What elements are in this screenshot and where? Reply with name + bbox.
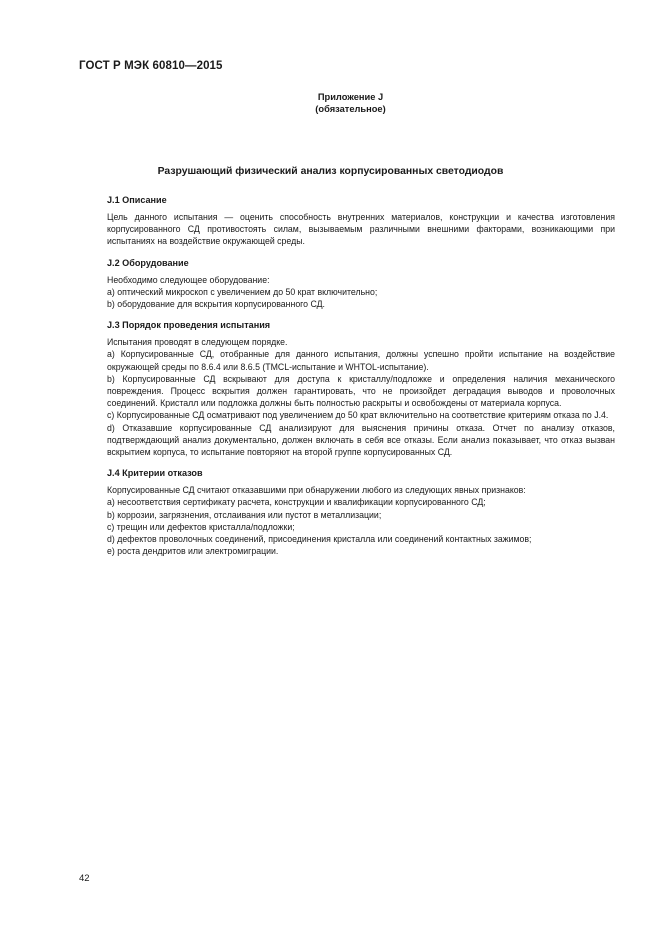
list-item: a) Корпусированные СД, отобранные для данного испытания, должны успешно пройти испытание на воздействие окружающей среды по 8.6.4 или 8.6.5 (TMCL-испытание и WHTOL-испытание). (107, 349, 615, 372)
paragraph: Испытания проводят в следующем порядке. (107, 337, 288, 348)
page-number: 42 (79, 873, 90, 884)
document-title: Разрушающий физический анализ корпусированных светодиодов (157, 166, 504, 177)
section-heading: J.1 Описание (107, 195, 167, 205)
section-heading: J.3 Порядок проведения испытания (107, 320, 271, 331)
annex-title: Приложение J (317, 92, 384, 102)
document-body (107, 194, 615, 565)
section-j1 (107, 194, 615, 248)
section-j4 (107, 467, 615, 557)
list-item: b) Корпусированные СД вскрывают для доступа к кристаллу/подложке и определения наличия механического повреждения. Процесс вскрытия должен гарантировать, что не произойдет деградация выводов и проволочных соединений. Кристалл или подложка должны быть полностью раскрыты и освобождены от материала корпуса. (107, 373, 615, 409)
list-item: c) трещин или дефектов кристалла/подложки; (107, 521, 295, 532)
list-item: d) Отказавшие корпусированные СД анализируют для выяснения причины отказа. Отчет по анализу отказов, подтверждающий анализ документально, должен включать в себя все отказы. Если анализ показывает, что отказ вызван вскрытием корпуса, то испытание повторяют на второй группе корпусированных СД. (107, 422, 615, 458)
list-item: a) несоответствия сертификату расчета, конструкции и квалификации корпусированного СД; (107, 497, 486, 508)
standard-header: ГОСТ Р МЭК 60810—2015 (79, 60, 223, 72)
list-item: a) оптический микроскоп с увеличением до 50 крат включительно; (107, 286, 378, 297)
list-item: d) дефектов проволочных соединений, присоединения кристалла или соединений контактных зажимов; (107, 534, 532, 545)
annex-status: (обязательное) (315, 104, 386, 114)
list-item: b) оборудование для вскрытия корпусированного СД. (107, 299, 325, 310)
section-heading: J.4 Критерии отказов (107, 468, 203, 479)
list-item: b) коррозии, загрязнения, отслаивания или пустот в металлизации; (107, 509, 382, 520)
paragraph: Корпусированные СД считают отказавшими при обнаружении любого из следующих явных признаков: (107, 485, 526, 496)
section-j2 (107, 257, 615, 311)
section-heading: J.2 Оборудование (107, 257, 189, 268)
list-item: c) Корпусированные СД осматривают под увеличением до 50 крат включительно на соответствие критериям отказа по J.4. (107, 410, 609, 421)
paragraph: Необходимо следующее оборудование: (107, 274, 270, 285)
paragraph: Цель данного испытания — оценить способность внутренних материалов, конструкции и качества изготовления корпусированного СД противостоять силам, вызываемым различными внешними факторами, возникающими при испытаниях на воздействие окружающей среды. (107, 212, 615, 247)
section-j3 (107, 319, 615, 458)
list-item: e) роста дендритов или электромиграции. (107, 546, 279, 557)
